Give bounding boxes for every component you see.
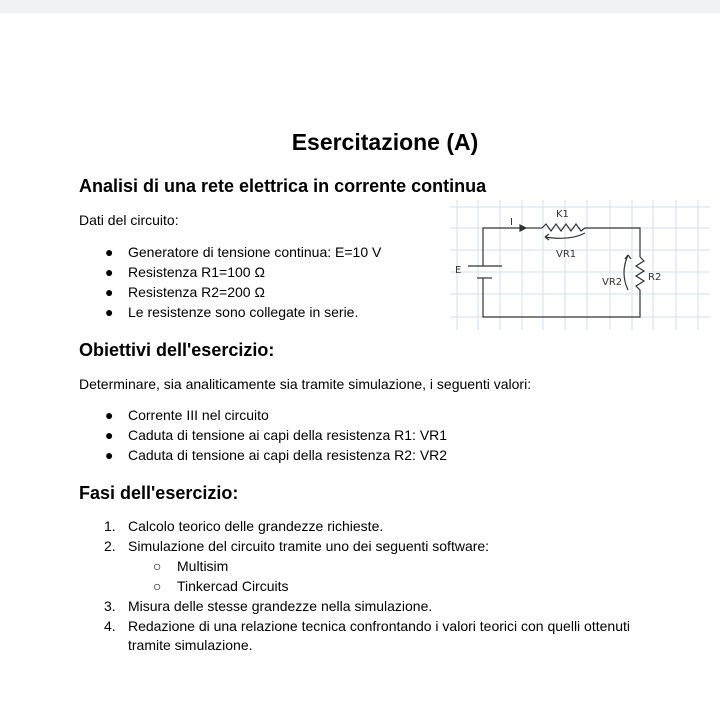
current-label: I — [510, 217, 513, 228]
software-item: ○ Tinkercad Circuits — [153, 578, 289, 594]
list-item: ● Le resistenze sono collegate in serie. — [105, 304, 359, 320]
list-item: ● Resistenza R1=100 Ω — [105, 264, 265, 280]
e-label: E — [455, 265, 462, 276]
section-heading-phases: Fasi dell'esercizio: — [79, 483, 239, 503]
page-title: Esercitazione (A) — [291, 129, 479, 155]
section-heading-objectives: Obiettivi dell'esercizio: — [79, 340, 275, 360]
list-item: ● Corrente III nel circuito — [105, 407, 269, 423]
step-item: 4. Redazione di una relazione tecnica confrontando i valori teorici con quelli ottenuti — [104, 618, 630, 634]
list-item: ● Generatore di tensione continua: E=10 V — [105, 244, 382, 260]
step-item: 3. Misura delle stesse grandezze nella simulazione. — [104, 598, 433, 614]
section-heading-analysis: Analisi di una rete elettrica in corrente continua — [79, 176, 487, 196]
list-item: ● Caduta di tensione ai capi della resistenza R1: VR1 — [105, 427, 448, 443]
step-item-continuation: tramite simulazione. — [128, 637, 253, 653]
circuit-diagram — [440, 195, 710, 335]
objectives-intro: Determinare, sia analiticamente sia tramite simulazione, i seguenti valori: — [79, 376, 532, 392]
software-item: ○ Multisim — [153, 558, 229, 574]
step-item: 2. Simulazione del circuito tramite uno dei seguenti software: — [104, 538, 490, 554]
top-bar — [0, 0, 720, 13]
vr2-label: VR2 — [602, 277, 623, 288]
list-item: ● Resistenza R2=200 Ω — [105, 284, 265, 300]
r1-label: K1 — [556, 209, 569, 220]
circuit-data-intro: Dati del circuito: — [79, 212, 179, 228]
step-item: 1. Calcolo teorico delle grandezze richieste. — [104, 518, 384, 534]
r2-label: R2 — [648, 272, 662, 283]
vr1-label: VR1 — [556, 249, 577, 260]
list-item: ● Caduta di tensione ai capi della resistenza R2: VR2 — [105, 447, 448, 463]
